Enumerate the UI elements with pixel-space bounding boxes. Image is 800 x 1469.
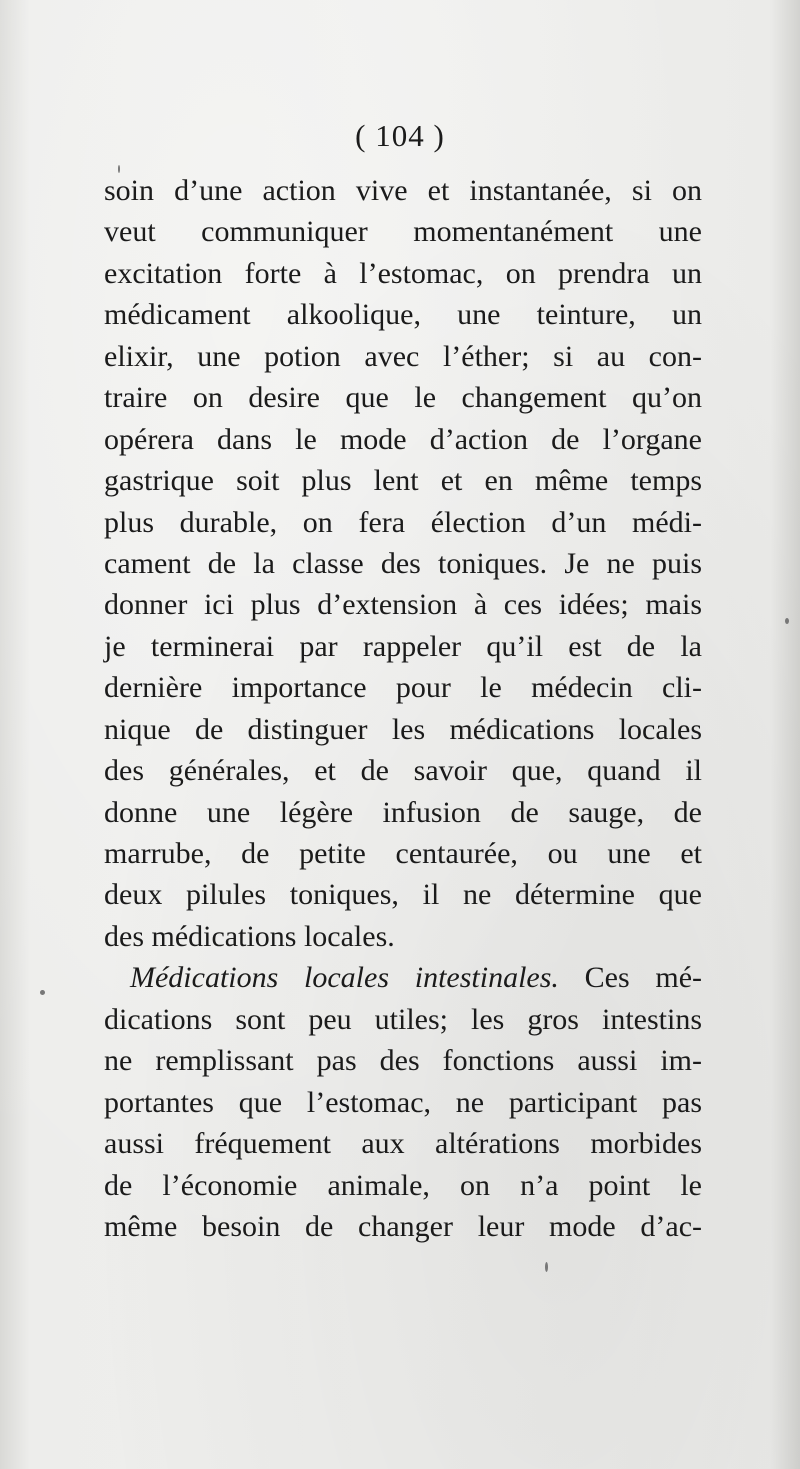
text-line: aussi fréquement aux altérations morbides bbox=[104, 1127, 702, 1161]
text-line: deux pilules toniques, il ne détermine que bbox=[104, 878, 702, 912]
text-line: excitation forte à l’estomac, on prendra un bbox=[104, 256, 702, 290]
text-line: veut communiquer momentanément une bbox=[104, 215, 702, 249]
text-line: donne une légère infusion de sauge, de bbox=[104, 795, 702, 829]
text-line: dications sont peu utiles; les gros intestins bbox=[104, 1002, 702, 1036]
text-line: portantes que l’estomac, ne participant pas bbox=[104, 1085, 702, 1119]
body-text bbox=[104, 170, 702, 1247]
section-heading-line bbox=[104, 957, 702, 998]
section-heading: Médications locales intestinales. bbox=[130, 961, 559, 995]
text-line: je terminerai par rappeler qu’il est de la bbox=[104, 629, 702, 663]
paper-speck bbox=[118, 165, 120, 173]
paragraph-2 bbox=[104, 957, 702, 1247]
text-line: des médications locales. bbox=[104, 919, 395, 953]
heading-line-rest: Ces mé- bbox=[558, 961, 703, 995]
paper-speck bbox=[40, 990, 45, 995]
text-line: marrube, de petite centaurée, ou une et bbox=[104, 837, 702, 870]
text-line: nique de distinguer les médications locales bbox=[104, 712, 702, 746]
page-number: ( 104 ) bbox=[355, 118, 445, 153]
text-line: opérera dans le mode d’action de l’organe bbox=[104, 422, 702, 456]
text-line: dernière importance pour le médecin cli- bbox=[104, 671, 702, 705]
text-line: même besoin de changer leur mode d’ac- bbox=[104, 1209, 702, 1243]
text-line: donner ici plus d’extension à ces idées; mais bbox=[104, 588, 702, 622]
text-line: médicament alkoolique, une teinture, un bbox=[104, 298, 702, 332]
text-line: soin d’une action vive et instantanée, si on bbox=[104, 174, 702, 207]
text-line: traire on desire que le changement qu’on bbox=[104, 381, 702, 415]
text-line: plus durable, on fera élection d’un médi- bbox=[104, 505, 702, 539]
text-line: gastrique soit plus lent et en même temps bbox=[104, 464, 702, 498]
paper-speck bbox=[545, 1262, 548, 1272]
paper-speck bbox=[785, 618, 789, 624]
text-line: elixir, une potion avec l’éther; si au con- bbox=[104, 339, 702, 373]
text-line: ne remplissant pas des fonctions aussi im- bbox=[104, 1044, 702, 1078]
text-line: des générales, et de savoir que, quand il bbox=[104, 754, 702, 788]
paragraph-1 bbox=[104, 170, 702, 957]
text-line: de l’économie animale, on n’a point le bbox=[104, 1168, 702, 1202]
text-line: cament de la classe des toniques. Je ne puis bbox=[104, 546, 702, 580]
